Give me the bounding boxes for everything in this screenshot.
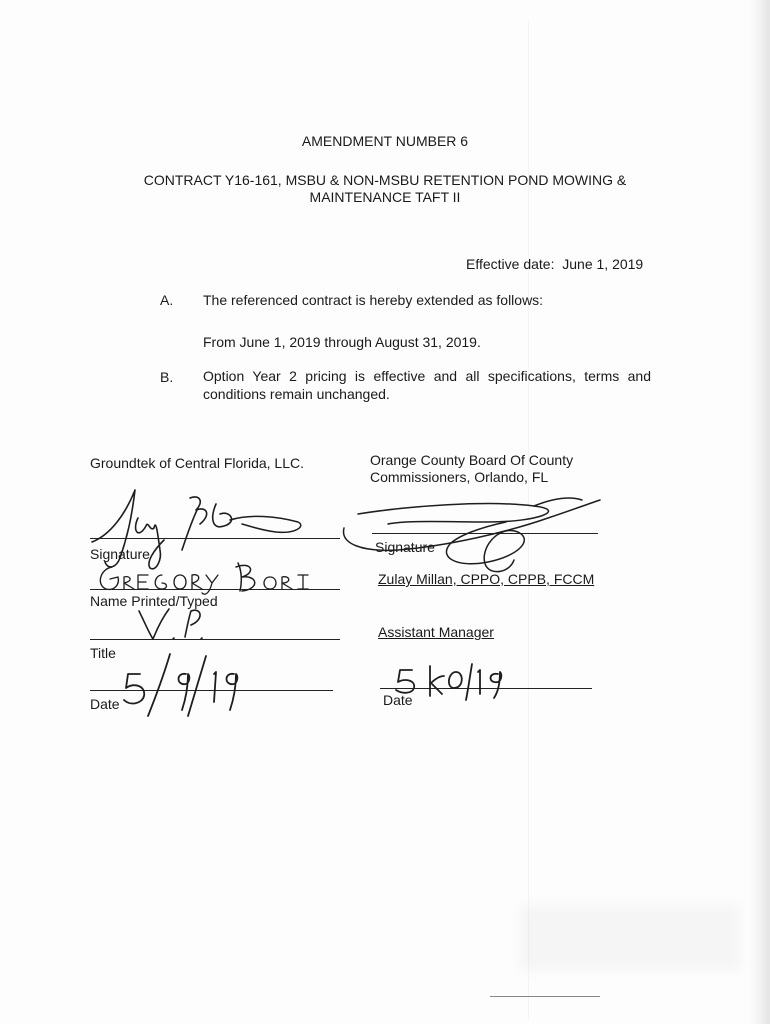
right-party-name-line1: Orange County Board Of County <box>370 452 574 468</box>
item-b-line1: Option Year 2 pricing is effective and all specifications, terms and <box>203 368 651 384</box>
right-signer-title: Assistant Manager <box>378 624 494 640</box>
contract-title-line1: CONTRACT Y16-161, MSBU & NON-MSBU RETENTION POND MOWING & <box>143 172 627 188</box>
right-date-label: Date <box>383 692 413 708</box>
left-handwritten-name <box>92 561 322 597</box>
scan-smudge <box>520 905 740 970</box>
right-handwritten-signature <box>338 488 608 578</box>
item-b-marker: B. <box>160 369 174 385</box>
left-handwritten-title <box>135 607 215 643</box>
left-signature-label: Signature <box>90 546 150 562</box>
contract-title-line2: MAINTENANCE TAFT II <box>309 189 461 205</box>
left-title-line <box>90 639 340 640</box>
left-date-label: Date <box>90 696 120 712</box>
right-signer-name: Zulay Millan, CPPO, CPPB, FCCM <box>378 571 595 587</box>
item-b-line2: conditions remain unchanged. <box>203 386 390 402</box>
effective-date-value: June 1, 2019 <box>562 256 644 272</box>
item-a-marker: A. <box>160 292 174 308</box>
right-signature-label: Signature <box>375 539 435 555</box>
effective-date <box>466 256 643 273</box>
left-party-name: Groundtek of Central Florida, LLC. <box>90 455 304 471</box>
left-name-label: Name Printed/Typed <box>90 593 218 609</box>
effective-date-label: Effective date: <box>466 256 555 272</box>
left-title-label: Title <box>90 645 116 661</box>
item-a-text: The referenced contract is hereby extended as follows: <box>203 292 544 308</box>
page-bottom-mark <box>490 996 600 997</box>
right-handwritten-date <box>390 662 510 702</box>
left-handwritten-date <box>118 650 238 720</box>
item-a-detail: From June 1, 2019 through August 31, 2019. <box>203 334 481 350</box>
scan-edge-shadow <box>748 0 770 1024</box>
amendment-title: AMENDMENT NUMBER 6 <box>301 133 469 149</box>
right-party-name-line2: Commissioners, Orlando, FL <box>370 469 549 485</box>
